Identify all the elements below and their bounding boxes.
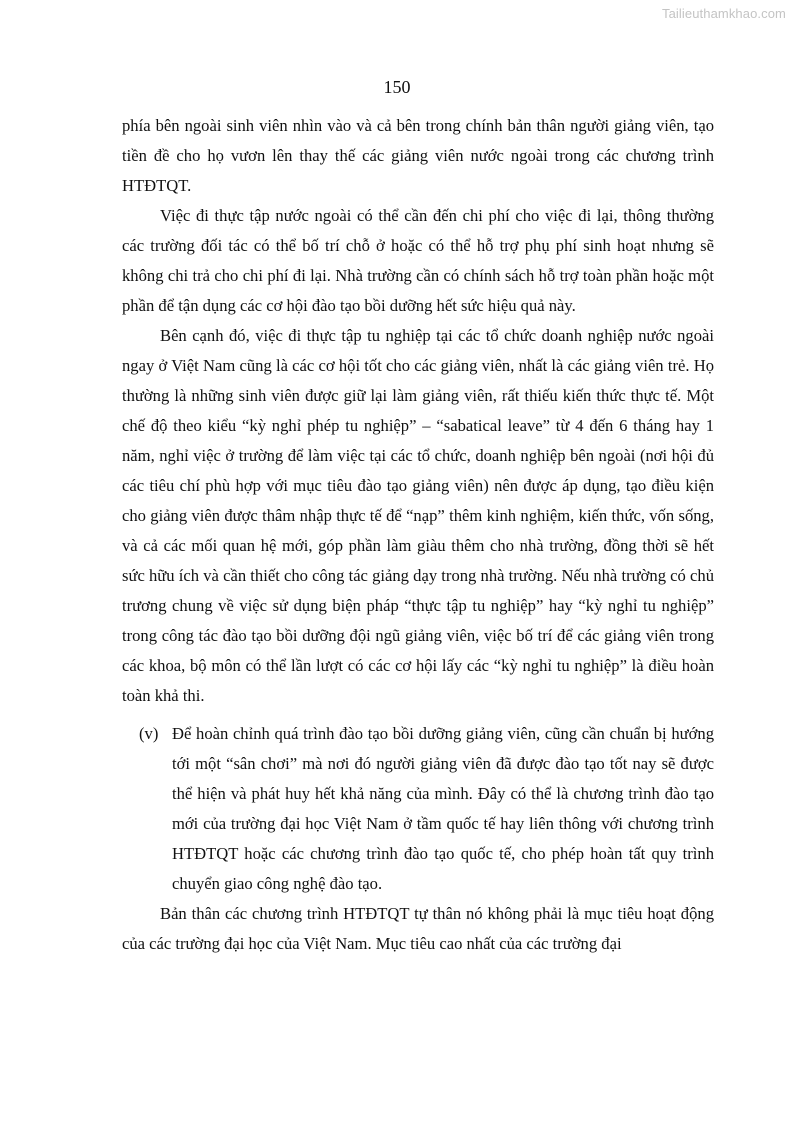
- paragraph-closing: Bản thân các chương trình HTĐTQT tự thân nó không phải là mục tiêu hoạt động của các trường đại học của Việt Nam. Mục tiêu cao nhất của các trường đại: [122, 904, 714, 953]
- watermark: Tailieuthamkhao.com: [661, 6, 786, 21]
- paragraph-continuation: phía bên ngoài sinh viên nhìn vào và cả bên trong chính bản thân người giảng viên, tạo tiền đề cho họ vươn lên thay thế các giảng viên nước ngoài trong các chương trình HTĐTQT.: [122, 116, 714, 195]
- list-marker: (v): [139, 724, 159, 743]
- list-item-text: Để hoàn chỉnh quá trình đào tạo bồi dưỡng giảng viên, cũng cần chuẩn bị hướng tới một “sân chơi” mà nơi đó người giảng viên đã được đào tạo tốt nay sẽ được thể hiện và phát huy hết khả năng của mình. Đây có thể là chương trình đào tạo mới của trường đại học Việt Nam ở tầm quốc tế hay liên thông với chương trình HTĐTQT hoặc các chương trình đào tạo quốc tế, cho phép hoàn tất quy trình chuyển giao công nghệ đào tạo.: [172, 724, 714, 893]
- list-item-v: [122, 719, 714, 899]
- page-number: 150: [383, 77, 411, 97]
- paragraph-overseas-internship: Việc đi thực tập nước ngoài có thể cần đến chi phí cho việc đi lại, thông thường các trường đối tác có thể bố trí chỗ ở hoặc có thể hỗ trợ phụ phí sinh hoạt nhưng sẽ không chi trả cho chi phí đi lại. Nhà trường cần có chính sách hỗ trợ toàn phần hoặc một phần để tận dụng các cơ hội đào tạo bồi dưỡng hết sức hiệu quả này.: [122, 206, 714, 315]
- paragraph-domestic-internship: Bên cạnh đó, việc đi thực tập tu nghiệp tại các tổ chức doanh nghiệp nước ngoài ngay ở Việt Nam cũng là các cơ hội tốt cho các giảng viên, nhất là các giảng viên trẻ. Họ thường là những sinh viên được giữ lại làm giảng viên, rất thiếu kiến thức thực tế. Một chế độ theo kiểu “kỳ nghỉ phép tu nghiệp” – “sabatical leave” từ 4 đến 6 tháng hay 1 năm, nghỉ việc ở trường để làm việc tại các tổ chức, doanh nghiệp bên ngoài (nơi hội đủ các tiêu chí phù hợp với mục tiêu đào tạo giảng viên) nên được áp dụng, tạo điều kiện cho giảng viên được thâm nhập thực tế để “nạp” thêm kinh nghiệm, kiến thức, vốn sống, và cả các mối quan hệ mới, góp phần làm giàu thêm cho nhà trường, đồng thời sẽ hết sức hữu ích và cần thiết cho công tác giảng dạy trong nhà trường. Nếu nhà trường có chủ trương chung về việc sử dụng biện pháp “thực tập tu nghiệp” hay “kỳ nghỉ tu nghiệp” trong công tác đào tạo bồi dưỡng đội ngũ giảng viên, việc bố trí để các giảng viên trong các khoa, bộ môn có thể lần lượt có các cơ hội lấy các “kỳ nghỉ tu nghiệp” là điều hoàn toàn khả thi.: [122, 326, 714, 705]
- document-body: [122, 111, 714, 959]
